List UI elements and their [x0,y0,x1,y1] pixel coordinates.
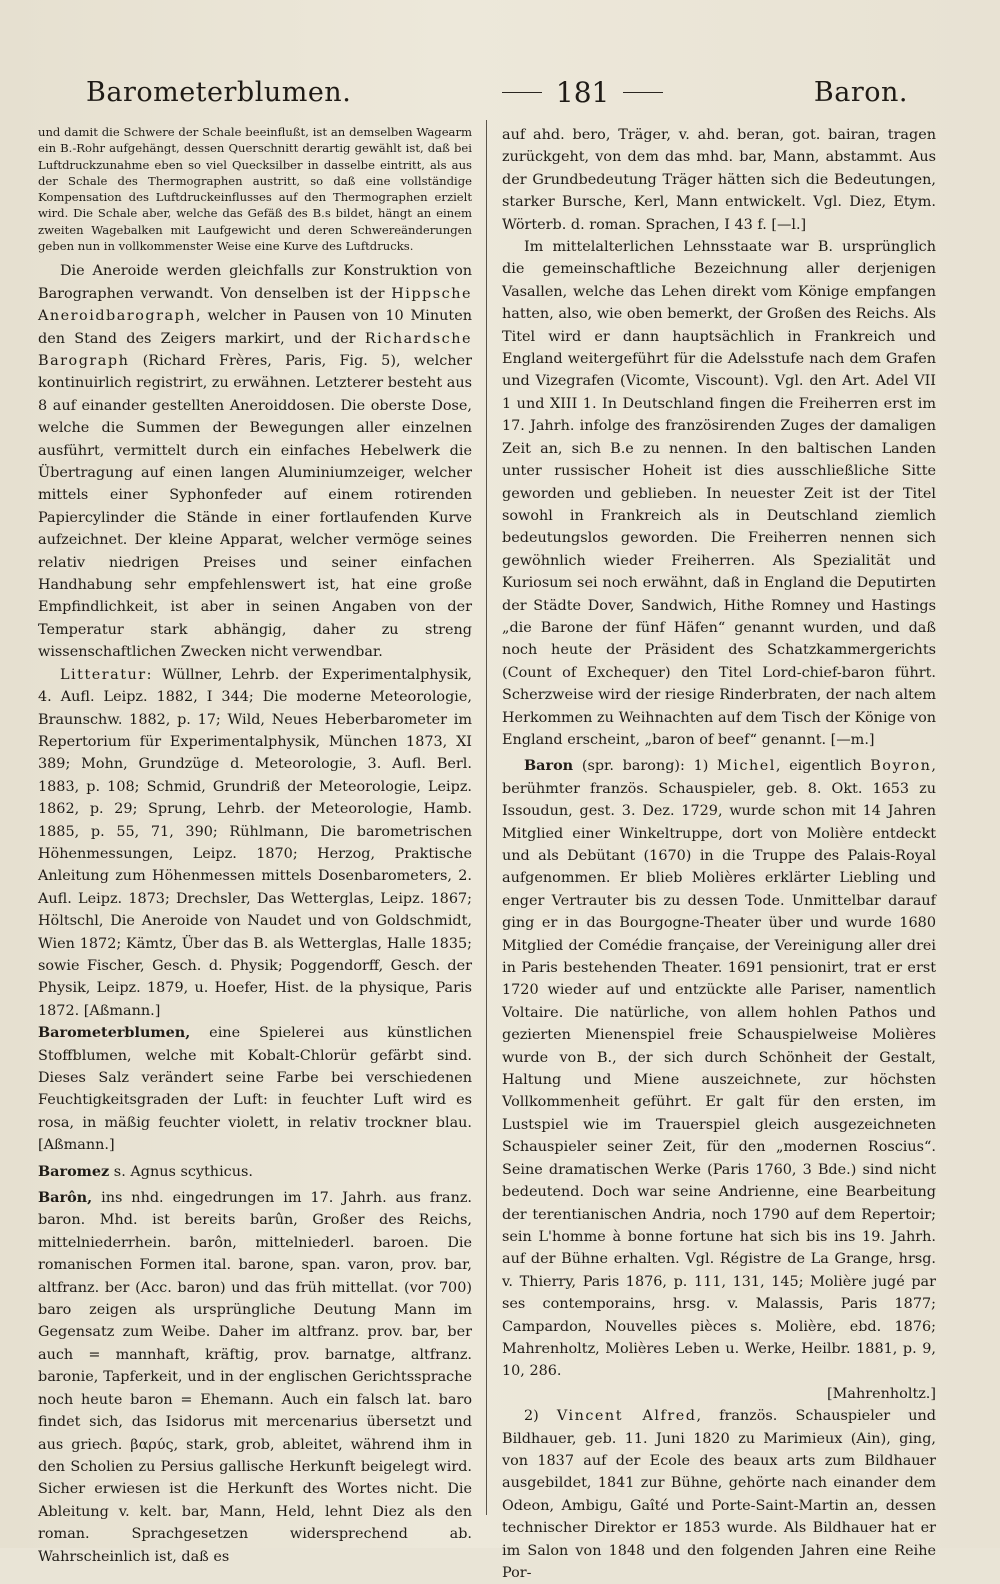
aneroide-text-2: , welcher in Pausen von 10 Minuten den Stand des Zeigers markirt, und der [38,308,472,347]
litteratur-label: Litteratur: [60,666,153,683]
barometerblumen-lemma: Barometerblumen, [38,1024,191,1042]
baron-michel-text-1: (spr. barong): 1) [573,758,718,775]
etymology-signature: [—l.] [771,216,807,233]
baron-lemma: Baron [524,757,574,775]
boyron-name: Boyron [870,758,932,775]
aneroide-text-3: (Richard Frères, Paris, Fig. 5), welcher kontinuirlich registrirt, zu erwähnen. Letzterer besteht aus 8 auf einander gestellten Aneroiddosen. Die oberste Dose, welche die Summen der Bewegungen aller einzelnen ausführt, vermittelt durch ein einfaches Hebelwerk die Übertragung auf einen langen Aluminiumzeiger, welcher mittels einer Syphonfeder auf einem rotirenden Papiercylinder die Stände in einer fortlaufenden Kurve aufzeichnet. Der kleine Apparat, welcher vermöge seines relativ niedrigen Preises und seiner einfachen Handhabung sehr empfehlenswert ist, hat eine große Empfindlichkeit, ist aber in seinen Angaben von der Temperatur stark abhängig, daher zu streng wissenschaftlichen Zwecken nicht verwendbar. [38,353,472,661]
aneroide-paragraph [38,260,472,663]
baron-etymology-text: ins nhd. eingedrungen im 17. Jahrh. aus franz. baron. Mhd. ist bereits barûn, Großer des Reichs, mittelniederrhein. barôn, mittelniederl. baroen. Die romanischen Formen ital. barone, span. varon, prov. bar, altfranz. ber (Acc. baron) und das früh mittellat. (vor 700) baro zeigen als ursprüngliche Deutung Mann im Gegensatz zum Weibe. Daher im altfranz. prov. bar, ber auch = mannhaft, kräftig, prov. barnatge, altfranz. baronie, Tapferkeit, und in der englischen Gerichtssprache noch heute baron = Ehemann. Auch ein falsch lat. baro findet sich, das Isidorus mit mercenarius übersetzt und aus griech. βαρύς, stark, grob, ableitet, während ihm in den Scholien zu Persius gallische Herkunft beigelegt wird. Sicher erwiesen ist die Herkunft des Wortes nicht. Die Ableitung v. kelt. bar, Mann, Held, lehnt Diez als den roman. Sprachgesetzen widersprechend ab. Wahrscheinlich ist, daß es [38,1190,472,1565]
page-number: 181 [555,75,610,109]
right-column [502,124,936,1584]
vincent-alfred-text: , französ. Schauspieler und Bildhauer, geb. 11. Juni 1820 zu Marimieux (Ain), ging, von 1837 auf der Ecole des beaux arts zum Bildhauer ausgebildet, 1841 zur Bühne, gehörte nach einander dem Odeon, Ambigu, Gaîté und Porte-Saint-Martin an, dessen technischer Direktor er 1853 wurde. Als Bildhauer hat er im Salon von 1848 und den folgenden Jahren eine Reihe Por- [502,1408,936,1581]
baron-michel-signature: [Mahrenholtz.] [827,1385,936,1402]
baron-michel-entry [502,755,936,1405]
baron-etymology-lemma: Barôn, [38,1189,93,1207]
running-header [86,70,908,114]
etymology-continuation [502,124,936,236]
litteratur-paragraph [38,664,472,1023]
header-rule-left [502,92,542,93]
barometerblumen-signature: [Aßmann.] [38,1137,115,1154]
barograph-continuation: und damit die Schwere der Schale beeinflußt, ist an demselben Wagearm ein B.-Rohr aufgehängt, dessen Querschnitt derartig gewählt ist, daß bei Luftdruckzunahme eben so viel Quecksilber in dasselbe eintritt, als aus der Schale des Thermographen austritt, so daß eine vollständige Kompensation des Luftdruckeinflusses auf den Thermographen erzielt wird. Die Schale aber, welche das Gefäß des B.s bildet, hängt an einem zweiten Wagebalken mit Laufgewicht und deren Schwereänderungen geben nun in vollkommenster Weise eine Kurve des Luftdrucks. [38,125,472,254]
lehnsstaat-text: Im mittelalterlichen Lehnsstaate war B. ursprünglich die gemeinschaftliche Bezeichnung aller derjenigen Vasallen, welche das Lehen direkt vom Könige empfangen hatten, also, wie oben bemerkt, der Großen des Reichs. Als Titel wird er dann hauptsächlich in Frankreich und England weitergeführt für die Adelsstufe nach dem Grafen und Vizegrafen (Vicomte, Viscount). Vgl. den Art. Adel VII 1 und XIII 1. In Deutschland fingen die Freiherren erst im 17. Jahrh. infolge des französirenden Zuges der damaligen Zeit an, sich B.e zu nennen. In den baltischen Landen unter russischer Hoheit ist dies ausschließliche Sitte geworden und geblieben. In neuester Zeit ist der Titel sowohl in Frankreich als in Deutschland ziemlich bedeutungslos geworden. Die Freiherren nennen sich gewöhnlich wieder Freiherren. Als Spezialität und Kuriosum sei noch erwähnt, daß in England die Deputirten der Städte Dover, Sandwich, Hithe Romney und Hastings „die Barone der fünf Häfen“ genannt wurden, und daß noch heute der Präsident des Schatzkammergerichts (Count of Exchequer) den Titel Lord-chief-baron führt. Scherzweise wird der riesige Rinderbraten, der nach altem Herkommen zu Weihnachten auf dem Tisch der Könige von England erscheint, „baron of beef“ genannt. [502,239,936,748]
baromez-lemma: Baromez [38,1162,110,1180]
aneroide-text-1: Die Aneroide werden gleichfalls zur Konstruktion von Barographen verwandt. Von denselben ist der [38,263,472,302]
baron-michel-text-3: , berühmter französ. Schauspieler, geb. 8. Okt. 1653 zu Issoudun, gest. 3. Dez. 1729, wurde schon mit 14 Jahren Mitglied einer Winkeltruppe, dort von Molière entdeckt und als Debütant (1670) in die Truppe des Palais-Royal aufgenommen. Er blieb Molières erklärter Liebling und enger Vertrauter bis zu dessen Tode. Unmittelbar darauf ging er in das Bourgogne-Theater über und wurde 1680 Mitglied der Comédie française, der Vereinigung aller drei in Paris bestehenden Theater. 1691 pensionirt, trat er erst 1720 wieder auf und entzückte alle Pariser, namentlich Voltaire. Die natürliche, von allem hohlen Pathos und gezierten Mienenspiel freie Schauspielweise Molières wurde von B., der sich durch Schönheit der Gestalt, Haltung und Miene auszeichnete, zur höchsten Vollkommenheit geführt. Er galt für den ersten, im Lustspiel wie im Trauerspiel gleich ausgezeichneten Schauspieler seiner Zeit, für den „modernen Roscius“. Seine dramatischen Werke (Paris 1760, 3 Bde.) sind nicht bedeutend. Doch war seine Andrienne, eine Bearbeitung der terentianischen Andria, noch 1790 auf dem Repertoir; sein L'homme à bonne fortune hat sich bis ins 19. Jahrh. auf der Bühne erhalten. Vgl. Régistre de La Grange, hrsg. v. Thierry, Paris 1876, p. 111, 131, 145; Molière jugé par ses contemporains, hrsg. v. Malassis, Paris 1877; Campardon, Nouvelles pièces s. Molière, ebd. 1876; Mahrenholtz, Molières Leben u. Werke, Heilbr. 1881, p. 9, 10, 286. [502,758,936,1380]
vincent-alfred-name: Vincent Alfred [556,1408,697,1425]
page-number-block [502,76,663,109]
hipp-barograph-term: Hippsche Aneroidbarograph [38,285,472,325]
michel-name: Michel [717,758,776,775]
etymology-continuation-text: auf ahd. bero, Träger, v. ahd. beran, got. bairan, tragen zurückgeht, von dem das mhd. bar, Mann, abstammt. Aus der Grundbedeutung Träger hätten sich die Bedeutungen, starker Bursche, Kerl, Mann entwickelt. Vgl. Diez, Etym. Wörterb. d. roman. Sprachen, I 43 f. [502,127,936,233]
baron-michel-text-2: , eigentlich [775,758,871,775]
richard-barograph-term: Richardsche Barograph [38,330,472,369]
barometerblumen-text: eine Spielerei aus künstlichen Stoffblumen, welche mit Kobalt-Chlorür gefärbt sind. Dieses Salz verändert seine Farbe bei verschiedenen Feuchtigkeitsgraden der Luft: in feuchter Luft wird es rosa, in mäßig feuchter violett, in relativ trockner blau. [38,1025,472,1131]
baron-etymology-entry [38,1187,472,1568]
litteratur-text: Wüllner, Lehrb. der Experimentalphysik, 4. Aufl. Leipz. 1882, I 344; Die moderne Meteorologie, Braunschw. 1882, p. 17; Wild, Neues Heberbarometer im Repertorium für Experimentalphysik, München 1873, XI 389; Mohn, Grundzüge d. Meteorologie, 3. Aufl. Berl. 1883, p. 108; Schmid, Grundriß der Meteorologie, Leipz. 1862, p. 29; Sprung, Lehrb. der Meteorologie, Hamb. 1885, p. 55, 71, 390; Rühlmann, Die barometrischen Höhenmessungen, Leipz. 1870; Herzog, Praktische Anleitung zum Höhenmessen mittels Dosenbarometers, 2. Aufl. Leipz. 1873; Drechsler, Das Wetterglas, Leipz. 1867; Höltschl, Die Aneroide von Naudet und von Goldschmidt, Wien 1872; Kämtz, Über das B. als Wetterglas, Halle 1835; sowie Fischer, Gesch. d. Physik; Poggendorff, Gesch. der Physik, Leipz. 1879, u. Hoefer, Hist. de la physique, Paris 1872. [38,666,472,1019]
left-column [38,124,472,1568]
column-divider [486,120,487,1515]
header-left-catchword: Barometerblumen. [86,76,352,108]
lehnsstaat-paragraph [502,236,936,751]
litteratur-signature: [Aßmann.] [83,1002,161,1019]
baromez-entry [38,1161,472,1183]
header-rule-right [623,92,663,93]
lehnsstaat-signature: [—m.] [830,731,875,748]
vincent-number: 2) [524,1408,557,1425]
baromez-text: s. Agnus scythicus. [109,1163,253,1180]
vincent-alfred-entry [502,1405,936,1584]
barometerblumen-entry [38,1022,472,1156]
header-right-catchword: Baron. [813,76,908,108]
